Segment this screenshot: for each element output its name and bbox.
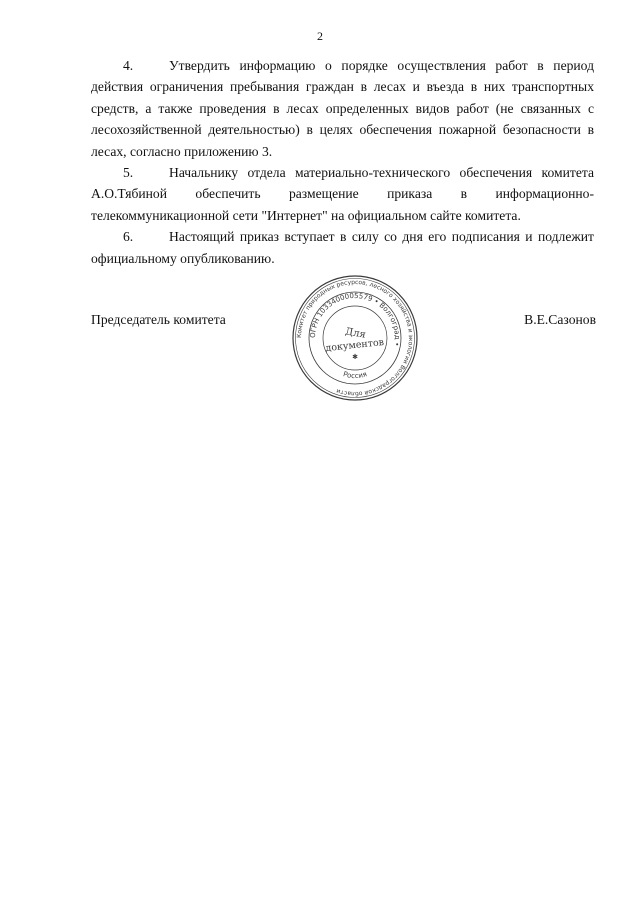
paragraph-item (91, 162, 594, 226)
official-seal (290, 273, 420, 403)
signer-name: В.Е.Сазонов (524, 312, 596, 327)
seal-bottom-text: Россия (342, 370, 368, 381)
seal-outer-text: Комитет природных ресурсов, лесного хозяйства и экологии Волгоградской области (295, 278, 415, 398)
paragraph-number: 4. (123, 58, 134, 73)
seal-center-line1: Для (344, 326, 367, 341)
document-body (91, 55, 594, 269)
paragraph-text: Начальнику отдела материально-технического обеспечения комитета А.О.Тябиной обеспечить размещение приказа в информационно-телекоммуникационной сети "Интернет" на официальном сайте комитета. (91, 165, 594, 223)
paragraph-item (91, 55, 594, 162)
paragraph-number: 6. (123, 229, 134, 245)
page-number: 2 (317, 29, 323, 43)
paragraph-text: Настоящий приказ вступает в силу со дня его подписания и подлежит официальному опубликованию. (91, 229, 594, 266)
seal-star-icon: ✱ (352, 353, 358, 361)
paragraph-number: 5. (123, 165, 134, 181)
seal-center-line2: документов (324, 336, 385, 355)
paragraph-item (91, 226, 594, 269)
paragraph-text: Утвердить информацию о порядке осуществления работ в период действия ограничения пребывания граждан в лесах и въезда в них транспортных средств, а также проведения в лесах определенных видов работ (не связанных с лесохозяйственной деятельностью) в целях обеспечения пожарной безопасности в лесах, согласно приложению 3. (91, 58, 594, 159)
seal-inner-text: ОГРН 1033400005579 • Волгоград • (308, 291, 402, 347)
signer-position: Председатель комитета (91, 312, 226, 327)
